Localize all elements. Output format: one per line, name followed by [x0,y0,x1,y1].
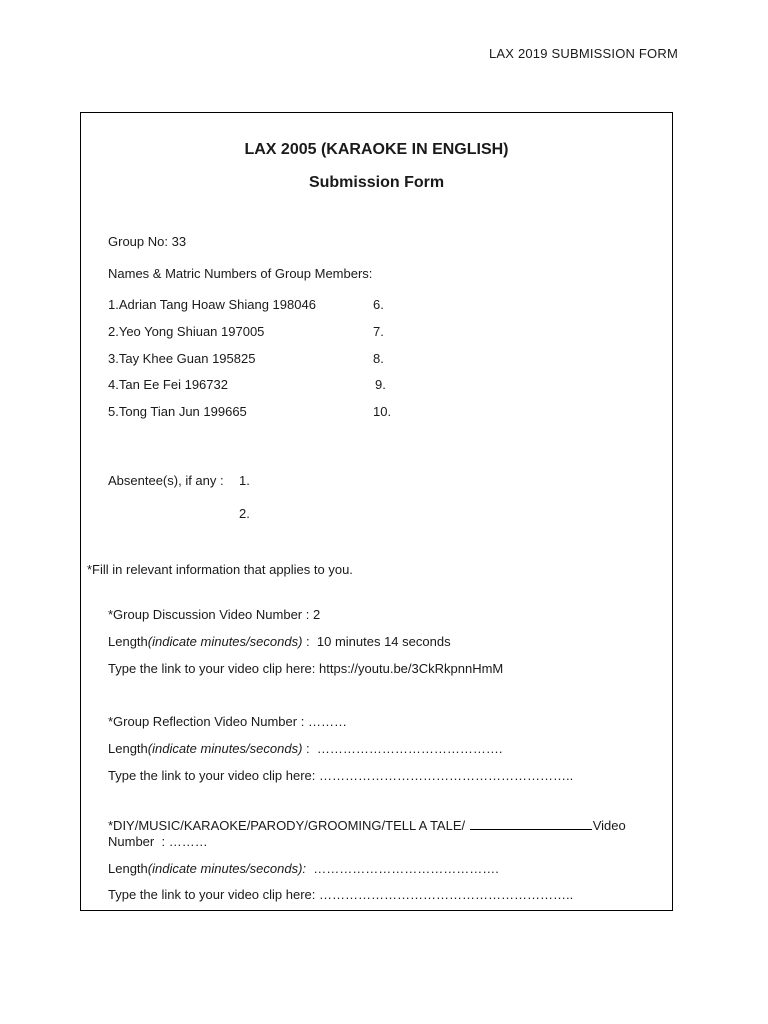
length-separator: : [302,634,310,649]
length-hint: (indicate minutes/seconds) [147,634,303,649]
member-entry: 4.Tan Ee Fei 196732 [108,377,228,392]
diy-video-suffix: Video [592,818,626,833]
diy-number-line-2 [108,834,208,849]
diy-link-value: ………………………………………………….. [319,887,574,902]
link-label: Type the link to your video clip here: [108,887,316,902]
group-no-line [108,234,186,249]
reflection-length-value: ……………………………………. [316,741,503,756]
discussion-number: 2 [312,607,321,622]
diy-number: : ……… [161,834,208,849]
reflection-number-line [108,714,347,729]
length-hint: (indicate minutes/seconds) [147,741,303,756]
discussion-length-line [108,634,451,649]
diy-number-label: Number [108,834,155,849]
fill-note: *Fill in relevant information that applies to you. [87,562,353,577]
diy-link-line [108,887,573,902]
form-title: LAX 2005 (KARAOKE IN ENGLISH) [244,141,509,158]
link-label: Type the link to your video clip here: [108,768,316,783]
member-entry: 5.Tong Tian Jun 199665 [108,404,247,419]
length-separator: : [302,741,310,756]
group-no-label: Group No: [108,234,168,249]
diy-category-blank [470,817,592,830]
running-header: LAX 2019 SUBMISSION FORM [488,46,678,61]
member-entry: 1.Adrian Tang Hoaw Shiang 198046 [108,297,316,312]
reflection-label: *Group Reflection Video Number [108,714,298,729]
group-no-value: 33 [171,234,187,249]
member-slot: 9. [375,377,386,392]
form-subtitle: Submission Form [308,174,445,191]
length-label: Length [108,741,148,756]
length-hint: (indicate minutes/seconds): [147,861,307,876]
reflection-link-line [108,768,573,783]
discussion-number-line [108,607,320,622]
link-label: Type the link to your video clip here: [108,661,316,676]
discussion-label: *Group Discussion Video Number : [108,607,310,622]
diy-length-value: ……………………………………. [313,861,499,876]
discussion-length-value: 10 minutes 14 seconds [316,634,451,649]
reflection-number: : ……… [300,714,347,729]
absentee-slot: 1. [239,473,250,488]
member-slot: 7. [373,324,384,339]
members-label: Names & Matric Numbers of Group Members: [108,266,373,281]
reflection-link-value: ………………………………………………….. [319,768,574,783]
diy-label: *DIY/MUSIC/KARAOKE/PARODY/GROOMING/TELL A TALE/ [108,818,466,833]
discussion-link-value: https://youtu.be/3CkRkpnnHmM [319,661,504,676]
diy-length-line [108,861,499,876]
length-label: Length [108,634,148,649]
member-slot: 8. [373,351,384,366]
diy-number-line [108,817,626,833]
reflection-length-line [108,741,503,756]
discussion-link-line [108,661,503,676]
member-slot: 10. [373,404,392,419]
member-entry: 2.Yeo Yong Shiuan 197005 [108,324,265,339]
member-slot: 6. [373,297,384,312]
absentee-slot: 2. [239,506,250,521]
length-label: Length [108,861,148,876]
member-entry: 3.Tay Khee Guan 195825 [108,351,256,366]
absentee-label: Absentee(s), if any : [108,473,224,488]
submission-form [80,112,673,911]
